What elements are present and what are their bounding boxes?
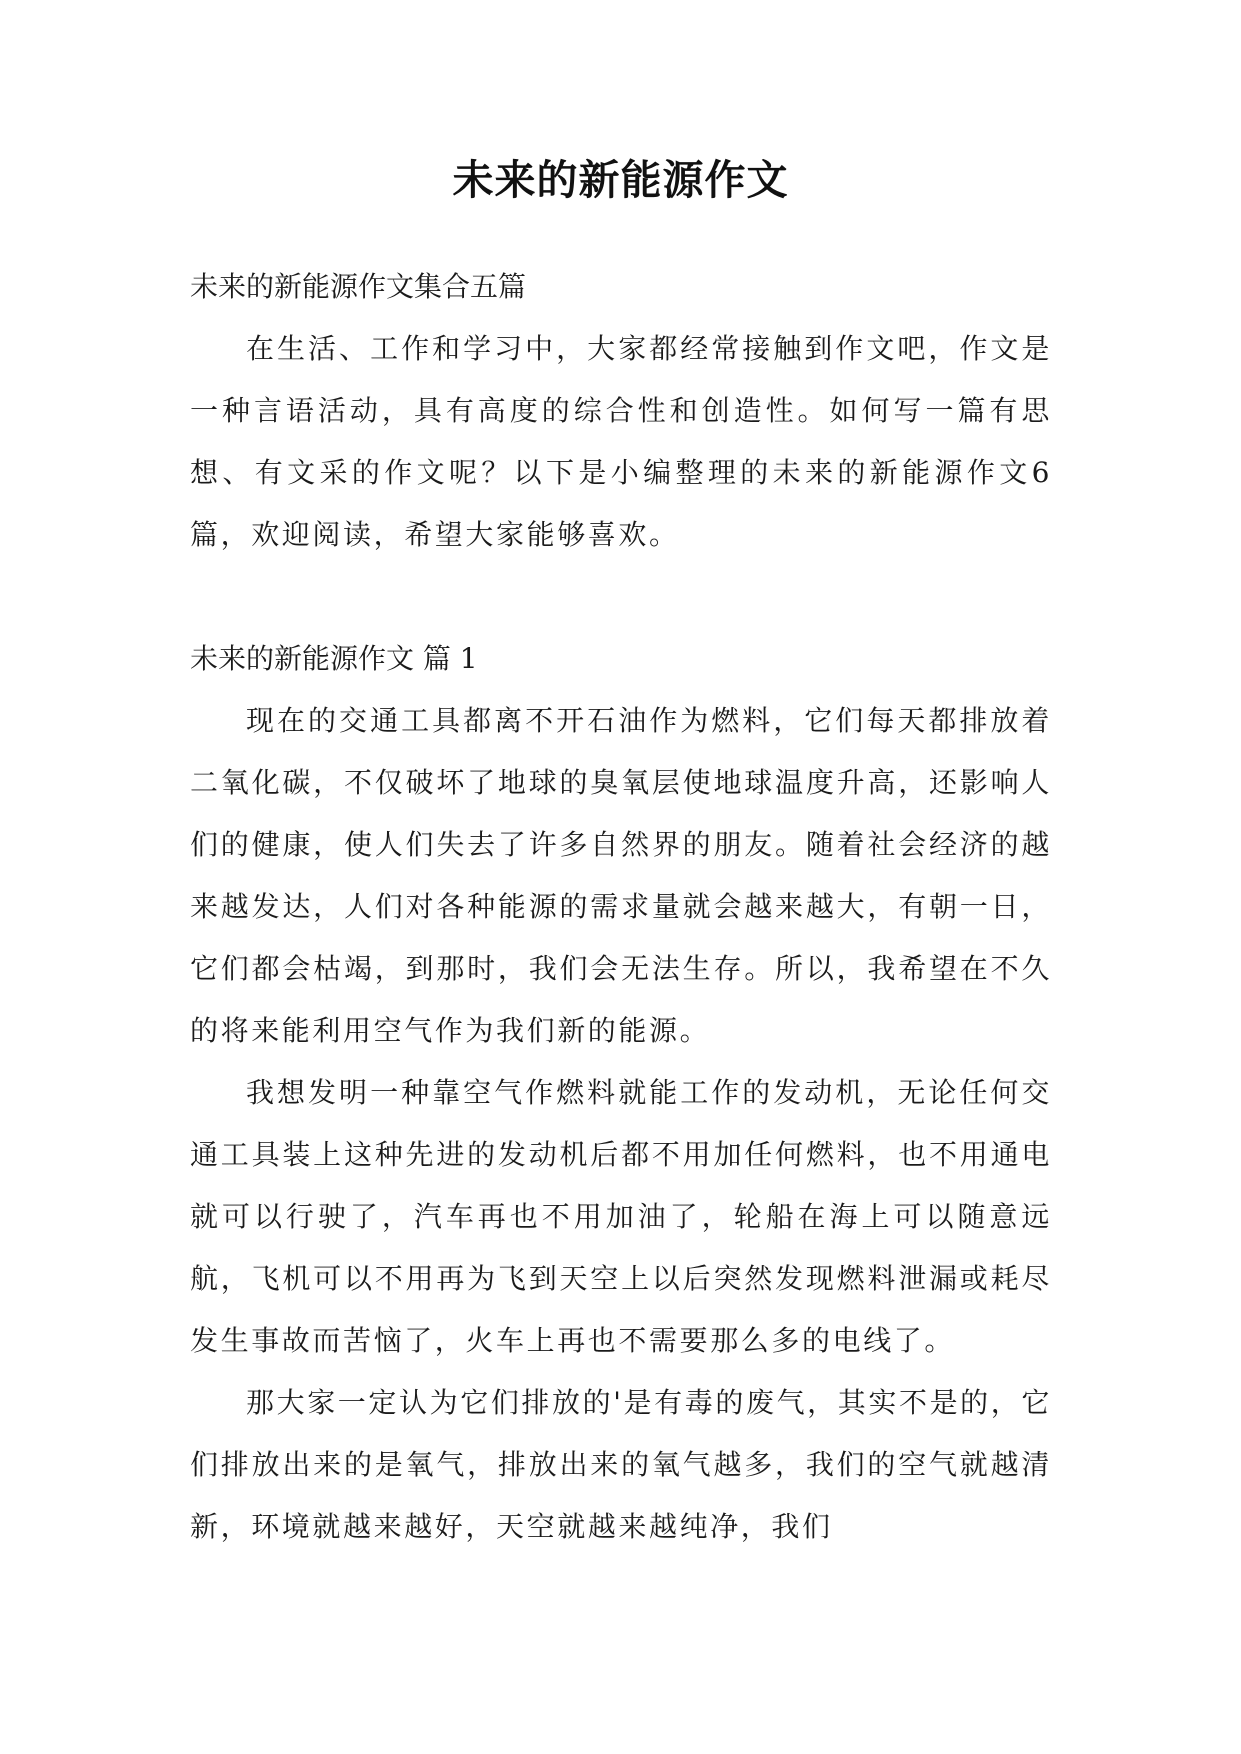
- document-body: [190, 256, 1052, 1558]
- collection-heading: 未来的新能源作文集合五篇: [190, 270, 527, 303]
- body-paragraph: 现在的交通工具都离不开石油作为燃料，它们每天都排放着二氧化碳，不仅破坏了地球的臭氧层使地球温度升高，还影响人们的健康，使人们失去了许多自然界的朋友。随着社会经济的越来越发达，人们对各种能源的需求量就会越来越大，有朝一日，它们都会枯竭，到那时，我们会无法生存。所以，我希望在不久的将来能利用空气作为我们新的能源。: [190, 704, 1052, 1047]
- body-paragraph: 我想发明一种靠空气作燃料就能工作的发动机，无论任何交通工具装上这种先进的发动机后都不用加任何燃料，也不用通电就可以行驶了，汽车再也不用加油了，轮船在海上可以随意远航，飞机可以不用再为飞到天空上以后突然发现燃料泄漏或耗尽发生事故而苦恼了，火车上再也不需要那么多的电线了。: [190, 1076, 1052, 1357]
- section-heading: 未来的新能源作文 篇 1: [190, 642, 478, 675]
- section-spacer: [190, 566, 1052, 628]
- document-title: 未来的新能源作文: [452, 156, 789, 204]
- intro-paragraph: 在生活、工作和学习中，大家都经常接触到作文吧，作文是一种言语活动，具有高度的综合性和创造性。如何写一篇有思想、有文采的作文呢？以下是小编整理的未来的新能源作文6篇，欢迎阅读，希望大家能够喜欢。: [190, 332, 1052, 551]
- body-paragraph: 那大家一定认为它们排放的'是有毒的废气，其实不是的，它们排放出来的是氧气，排放出来的氧气越多，我们的空气就越清新，环境就越来越好，天空就越来越纯净，我们: [190, 1386, 1052, 1543]
